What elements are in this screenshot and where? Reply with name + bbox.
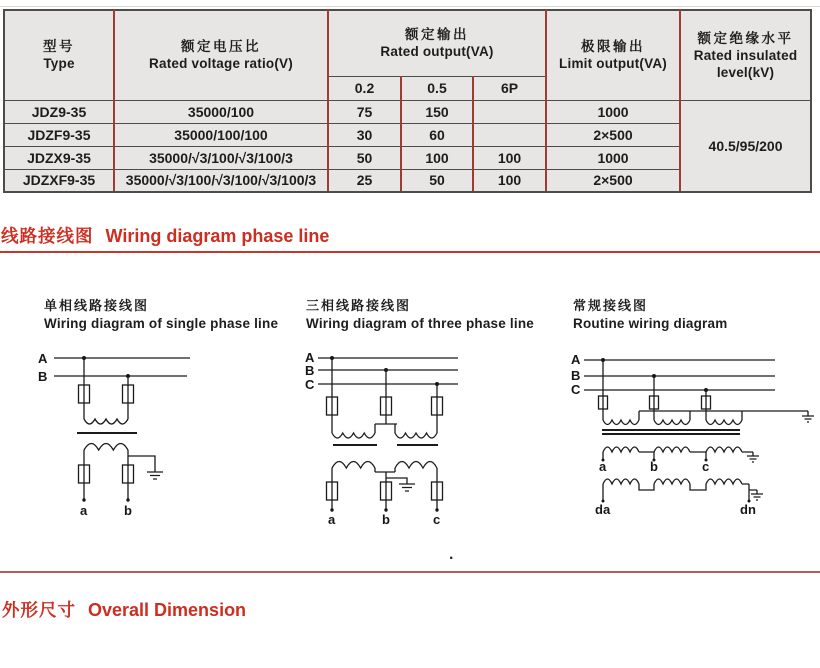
cell-type: JDZF9-35 — [4, 123, 114, 146]
col-header-insulation — [680, 10, 811, 100]
tertiary-coil — [706, 479, 742, 484]
col-header-limit-zh: 极限输出 — [581, 39, 646, 55]
cell-insulation-value: 40.5/95/200 — [680, 100, 811, 192]
tertiary-coil — [603, 479, 639, 484]
diagram-title-single-phase-zh: 单相线路接线图 — [44, 298, 150, 313]
section-heading-dimension-zh: 外形尺寸 — [2, 600, 76, 620]
col-header-insulation-en1: Rated insulated — [693, 47, 798, 63]
terminal-dot — [82, 498, 85, 501]
cell-type: JDZX9-35 — [4, 146, 114, 169]
col-header-ratio-en: Rated voltage ratio(V) — [149, 56, 293, 72]
cell-ratio: 35000/100 — [114, 100, 328, 123]
diagram-title-routine — [573, 295, 727, 331]
wiring-diagram-single-phase — [28, 338, 243, 526]
terminal-label-a: a — [328, 512, 336, 527]
col-header-output-zh: 额定输出 — [405, 27, 469, 43]
ground-icon — [747, 452, 759, 462]
cell-limit: 2×500 — [546, 169, 680, 192]
cell-out6p: 100 — [473, 169, 546, 192]
cell-limit: 1000 — [546, 146, 680, 169]
ground-icon — [399, 484, 415, 491]
terminal-label-a: a — [599, 459, 607, 474]
cell-limit: 1000 — [546, 100, 680, 123]
diagram-title-three-phase-zh: 三相线路接线图 — [306, 298, 412, 313]
cell-out05: 150 — [401, 100, 473, 123]
cell-out6p — [473, 123, 546, 146]
wiring-diagram-three-phase — [285, 338, 475, 530]
phase-label-b: B — [571, 368, 581, 383]
primary-tee — [375, 424, 397, 433]
secondary-coil — [332, 462, 375, 469]
section-heading-dimension — [2, 597, 246, 622]
secondary-coil — [84, 444, 128, 451]
ground-icon — [802, 411, 814, 422]
wiring-section-rule — [0, 251, 820, 253]
top-faint-rule — [0, 6, 820, 7]
col-header-type-zh: 型号 — [43, 39, 75, 55]
terminal-label-b: b — [382, 512, 390, 527]
cell-out05: 50 — [401, 169, 473, 192]
tertiary-links — [639, 484, 706, 490]
diagram-title-single-phase — [44, 295, 278, 331]
secondary-coil — [395, 462, 437, 469]
col-header-output — [328, 10, 546, 76]
phase-label-a: A — [38, 351, 48, 366]
col-header-output-en: Rated output(VA) — [380, 44, 494, 60]
phase-label-c: C — [571, 382, 581, 397]
subheader-class-02: 0.2 — [328, 76, 401, 100]
ground-lead — [386, 478, 407, 484]
secondary-coil — [706, 447, 742, 452]
primary-coil — [706, 420, 742, 425]
cell-out05: 60 — [401, 123, 473, 146]
cell-out02: 50 — [328, 146, 401, 169]
table-row — [4, 100, 811, 123]
cell-out02: 75 — [328, 100, 401, 123]
diagram-title-three-phase-en: Wiring diagram of three phase line — [306, 316, 534, 331]
phase-label-a: A — [571, 352, 581, 367]
tertiary-lead-dn — [742, 484, 757, 501]
terminal-label-da: da — [595, 502, 611, 517]
section-heading-wiring-zh: 线路接线图 — [1, 226, 94, 246]
col-header-limit — [546, 10, 680, 100]
terminal-label-b: b — [124, 503, 132, 518]
diagram-title-single-phase-en: Wiring diagram of single phase line — [44, 316, 279, 331]
primary-coil — [332, 433, 375, 438]
phase-label-c: C — [305, 377, 315, 392]
dimension-section-rule — [0, 571, 820, 573]
wiring-diagram-routine — [563, 338, 815, 518]
terminal-label-c: c — [433, 512, 441, 527]
col-header-insulation-zh: 额定绝缘水平 — [697, 30, 794, 46]
section-heading-wiring — [1, 223, 329, 248]
phase-label-b: B — [305, 363, 315, 378]
cell-out05: 100 — [401, 146, 473, 169]
section-heading-dimension-en: Overall Dimension — [88, 600, 247, 620]
section-heading-wiring-en: Wiring diagram phase line — [105, 226, 330, 246]
primary-coil — [395, 433, 437, 438]
ground-icon — [147, 472, 163, 479]
terminal-dot — [126, 498, 129, 501]
cell-out6p — [473, 100, 546, 123]
subheader-class-6p: 6P — [473, 76, 546, 100]
terminal-label-dn: dn — [740, 502, 756, 517]
tertiary-coil — [654, 479, 690, 484]
secondary-coil — [603, 447, 639, 452]
cell-out02: 25 — [328, 169, 401, 192]
terminal-label-c: c — [702, 459, 710, 474]
terminal-label-b: b — [650, 459, 658, 474]
cell-type: JDZXF9-35 — [4, 169, 114, 192]
primary-neutral-bus — [639, 411, 808, 420]
primary-coil — [603, 420, 639, 425]
diagram-title-three-phase — [306, 295, 534, 331]
terminal-label-a: a — [80, 503, 88, 518]
stray-dot: . — [449, 546, 454, 563]
cell-ratio: 35000/√3/100/√3/100/√3/100/3 — [114, 169, 328, 192]
col-header-insulation-en2: level(kV) — [716, 64, 775, 80]
primary-coil — [654, 420, 690, 425]
diagram-title-routine-zh: 常规接线图 — [573, 298, 649, 313]
cell-limit: 2×500 — [546, 123, 680, 146]
table-header-row-1 — [4, 10, 811, 76]
cell-type: JDZ9-35 — [4, 100, 114, 123]
cell-ratio: 35000/√3/100/√3/100/3 — [114, 146, 328, 169]
col-header-ratio — [114, 10, 328, 100]
primary-coil — [84, 419, 128, 424]
col-header-limit-en: Limit output(VA) — [559, 56, 667, 72]
subheader-class-05: 0.5 — [401, 76, 473, 100]
spec-table — [3, 9, 812, 193]
ground-icon — [751, 490, 763, 500]
cell-out6p: 100 — [473, 146, 546, 169]
secondary-coil — [654, 447, 690, 452]
phase-label-a: A — [305, 350, 315, 365]
col-header-type-en: Type — [43, 56, 75, 72]
phase-label-b: B — [38, 369, 48, 384]
cell-out02: 30 — [328, 123, 401, 146]
col-header-ratio-zh: 额定电压比 — [181, 39, 261, 55]
col-header-type — [4, 10, 114, 100]
ground-lead — [128, 456, 155, 472]
diagram-title-routine-en: Routine wiring diagram — [573, 316, 728, 331]
cell-ratio: 35000/100/100 — [114, 123, 328, 146]
